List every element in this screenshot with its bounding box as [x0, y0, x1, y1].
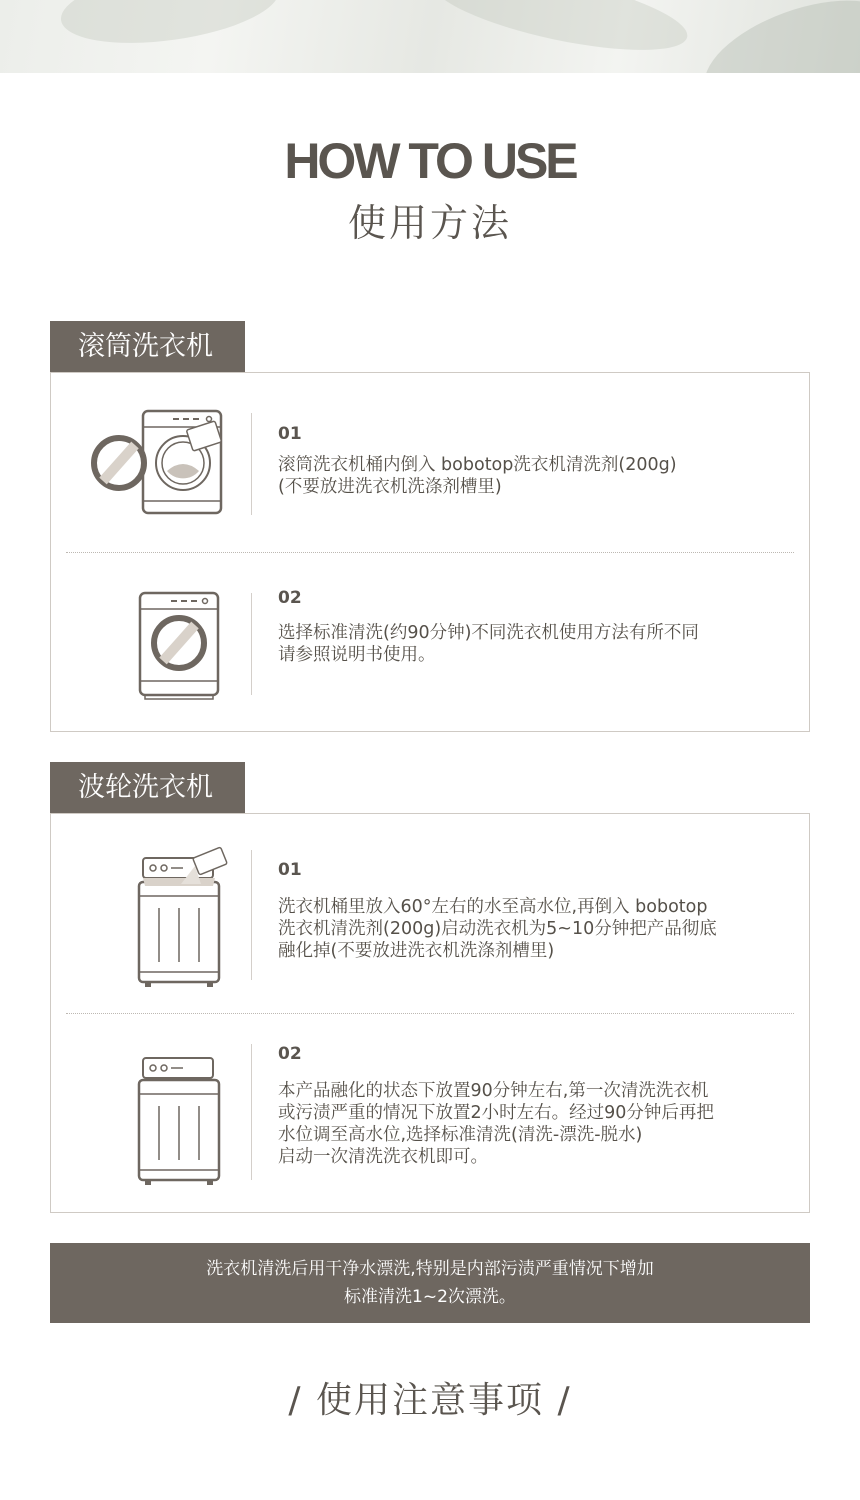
top-loader-pour-icon [91, 844, 241, 989]
top-loader-steps-box [50, 813, 810, 1213]
hero-background [0, 0, 860, 73]
step-text: 本产品融化的状态下放置90分钟左右,第一次清洗洗衣机 或污渍严重的情况下放置2小时左右。经过90分钟后再把 水位调至高水位,选择标准清洗(清洗-漂洗-脱水) 启动一次清洗洗衣机即可。 [278, 1081, 714, 1167]
step-text: 选择标准清洗(约90分钟)不同洗衣机使用方法有所不同 请参照说明书使用。 [278, 623, 699, 665]
vertical-divider [251, 850, 252, 980]
front-loader-wash-icon [91, 585, 241, 715]
caution-heading: / 使用注意事项 / [288, 1380, 572, 1421]
step-text: 滚筒洗衣机桶内倒入 bobotop洗衣机清洗剂(200g) (不要放进洗衣机洗涤剂槽里) [278, 455, 677, 497]
section-tab-front-loader: 滚筒洗衣机 [50, 321, 245, 373]
step-number: 01 [278, 860, 302, 880]
front-loader-steps-box [50, 372, 810, 732]
step-row [51, 373, 809, 553]
step-row [51, 1014, 809, 1214]
top-loader-icon [91, 1052, 241, 1192]
step-number: 01 [278, 424, 302, 444]
step-row [51, 814, 809, 1014]
section-tab-top-loader: 波轮洗衣机 [50, 762, 245, 814]
notice-banner: 洗衣机清洗后用干净水漂洗,特别是内部污渍严重情况下增加 标准清洗1~2次漂洗。 [50, 1243, 810, 1323]
step-number: 02 [278, 588, 302, 608]
step-number: 02 [278, 1044, 302, 1064]
vertical-divider [251, 413, 252, 515]
front-loader-pour-icon [91, 401, 241, 531]
vertical-divider [251, 593, 252, 695]
step-text: 洗衣机桶里放入60°左右的水至高水位,再倒入 bobotop 洗衣机清洗剂(200g)启动洗衣机为5~10分钟把产品彻底 融化掉(不要放进洗衣机洗涤剂槽里) [278, 897, 717, 961]
step-row [51, 553, 809, 733]
vertical-divider [251, 1044, 252, 1180]
page-subtitle: 使用方法 [347, 201, 512, 245]
page-title: HOW TO USE [284, 133, 576, 189]
